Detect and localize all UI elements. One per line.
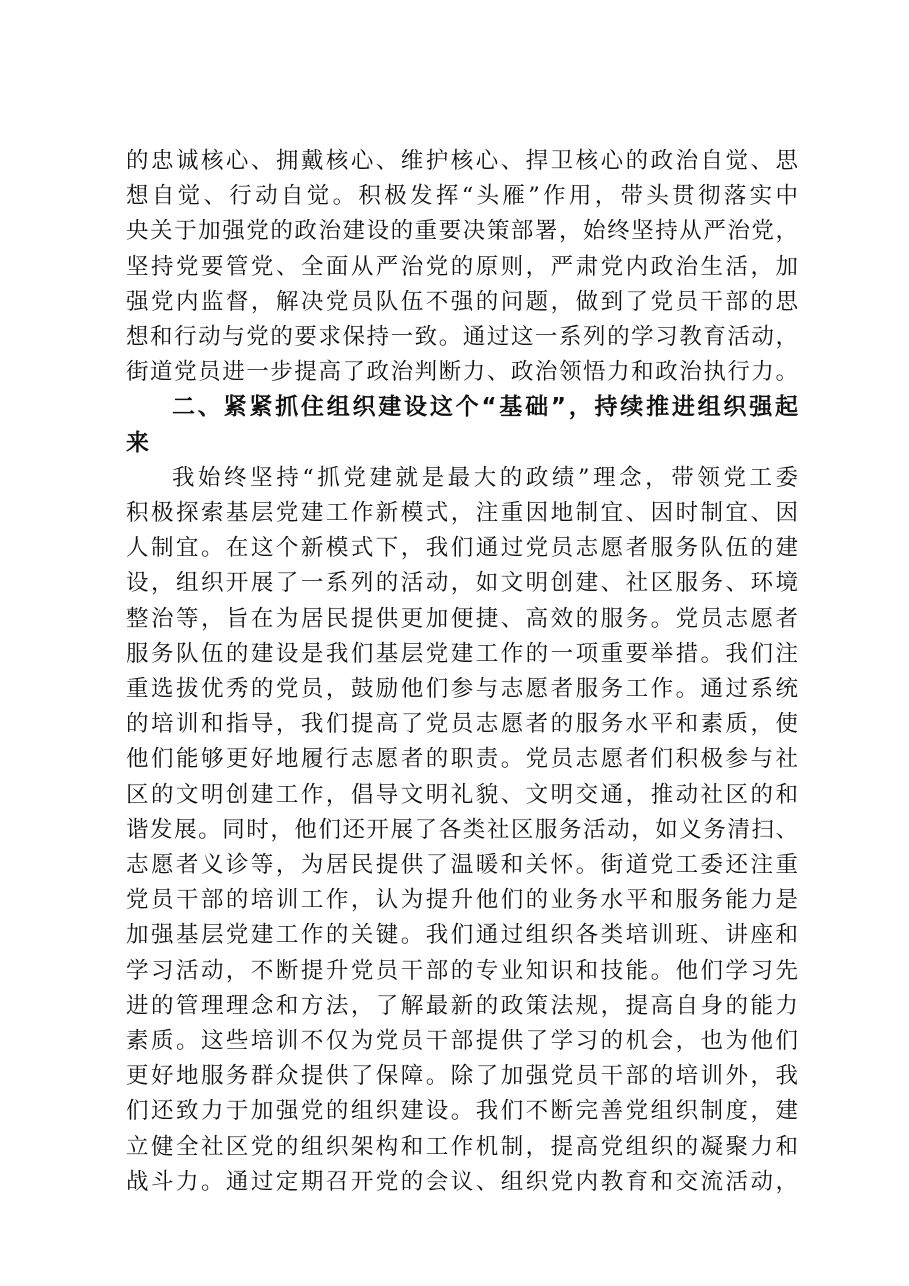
text-line: 的培训和指导，我们提高了党员志愿者的服务水平和素质，使: [126, 711, 798, 738]
text-line: 想和行动与党的要求保持一致。通过这一系列的学习教育活动，: [126, 324, 798, 351]
text-line: 更好地服务群众提供了保障。除了加强党员干部的培训外，我: [126, 1063, 798, 1090]
text-line: 立健全社区党的组织架构和工作机制，提高党组织的凝聚力和: [126, 1133, 798, 1160]
text-line: 的忠诚核心、拥戴核心、维护核心、捍卫核心的政治自觉、思: [126, 148, 798, 174]
text-line: 服务队伍的建设是我们基层党建工作的一项重要举措。我们注: [126, 640, 798, 667]
document-body: [126, 144, 798, 1200]
text-line: 他们能够更好地履行志愿者的职责。党员志愿者们积极参与社: [126, 746, 798, 773]
text-line: 强党内监督，解决党员队伍不强的问题，做到了党员干部的思: [126, 288, 798, 315]
text-line: 谐发展。同时，他们还开展了各类社区服务活动，如义务清扫、: [126, 816, 798, 843]
text-line: 积极探索基层党建工作新模式，注重因地制宜、因时制宜、因: [126, 500, 798, 527]
text-line: 学习活动，不断提升党员干部的专业知识和技能。他们学习先: [126, 957, 798, 984]
heading-line: 来: [126, 429, 149, 456]
text-line: 人制宜。在这个新模式下，我们通过党员志愿者服务队伍的建: [126, 535, 798, 562]
text-line: 们还致力于加强党的组织建设。我们不断完善党组织制度，建: [126, 1098, 798, 1125]
text-line: 街道党员进一步提高了政治判断力、政治领悟力和政治执行力。: [126, 359, 798, 386]
text-line: 央关于加强党的政治建设的重要决策部署，始终坚持从严治党，: [126, 218, 798, 245]
text-line: 素质。这些培训不仅为党员干部提供了学习的机会，也为他们: [126, 1028, 798, 1055]
text-line: 设，组织开展了一系列的活动，如文明创建、社区服务、环境: [126, 570, 798, 597]
text-line: 我始终坚持“抓党建就是最大的政绩”理念，带领党工委: [172, 464, 798, 491]
text-line: 重选拔优秀的党员，鼓励他们参与志愿者服务工作。通过系统: [126, 676, 798, 703]
text-line: 加强基层党建工作的关键。我们通过组织各类培训班、讲座和: [126, 922, 798, 949]
text-line: 整治等，旨在为居民提供更加便捷、高效的服务。党员志愿者: [126, 605, 798, 632]
text-line: 战斗力。通过定期召开党的会议、组织党内教育和交流活动，: [126, 1168, 798, 1195]
text-line: 志愿者义诊等，为居民提供了温暖和关怀。街道党工委还注重: [126, 852, 798, 879]
paragraph-1: [126, 144, 798, 390]
text-line: 想自觉、行动自觉。积极发挥“头雁”作用，带头贯彻落实中: [126, 183, 798, 210]
text-line: 坚持党要管党、全面从严治党的原则，严肃党内政治生活，加: [126, 253, 798, 280]
text-line: 党员干部的培训工作，认为提升他们的业务水平和服务能力是: [126, 887, 798, 914]
heading-line: 二、紧紧抓住组织建设这个“基础”，持续推进组织强起: [172, 394, 798, 421]
text-line: 进的管理理念和方法，了解最新的政策法规，提高自身的能力: [126, 992, 798, 1019]
section-heading: [126, 390, 798, 460]
paragraph-2: [126, 461, 798, 1200]
text-line: 区的文明创建工作，倡导文明礼貌、文明交通，推动社区的和: [126, 781, 798, 808]
